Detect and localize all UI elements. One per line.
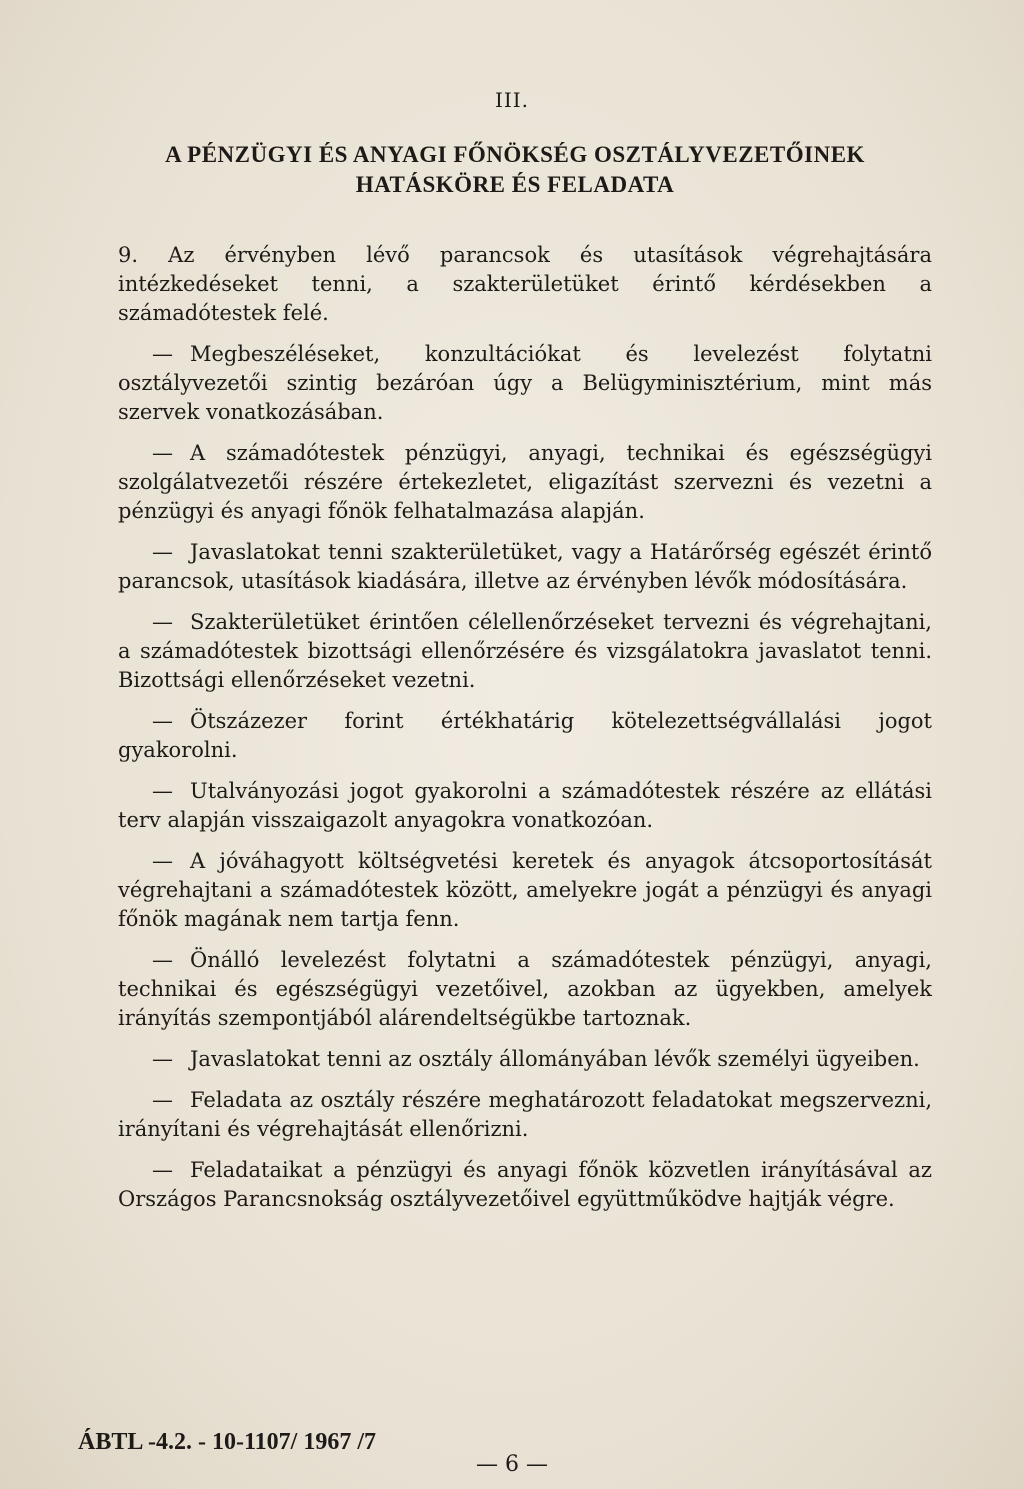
title-line-2: HATÁSKÖRE ÉS FELADATA <box>355 172 675 197</box>
list-item <box>118 946 932 1033</box>
dash-marker: — <box>152 610 173 634</box>
dash-marker: — <box>152 540 173 564</box>
list-item-text: Önálló levelezést folytatni a számadótestek pénzügyi, anyagi, technikai és egészségügyi vezetőivel, azokban az ügyekben, amelyek irányítás szempontjából alárendeltségükbe tartoznak. <box>118 948 932 1030</box>
dash-marker: — <box>152 1047 173 1071</box>
list-item <box>118 847 932 934</box>
paragraph-text: Az érvényben lévő parancsok és utasítások végrehajtására intézkedéseket tenni, a szakterületüket érintő kérdésekben a számadótestek felé. <box>118 243 932 325</box>
list-item-text: Javaslatokat tenni szakterületüket, vagy a Határőrség egészét érintő parancsok, utasítások kiadására, illetve az érvényben lévők módosítására. <box>118 540 932 593</box>
page-number: — 6 — <box>476 1452 548 1477</box>
dash-marker: — <box>152 1088 173 1112</box>
dash-marker: — <box>152 779 173 803</box>
list-item <box>118 1086 932 1144</box>
numbered-paragraph <box>118 241 932 328</box>
list-item <box>118 777 932 835</box>
list-item <box>118 1045 932 1074</box>
list-item <box>118 439 932 526</box>
list-item-text: Feladataikat a pénzügyi és anyagi főnök közvetlen irányításával az Országos Parancsnokság osztályvezetőivel együttműködve hajtják végre. <box>118 1158 932 1211</box>
list-item-text: Szakterületüket érintően célellenőrzéseket tervezni és végrehajtani, a számadótestek bizottsági ellenőrzésére és vizsgálatokra javaslatot tenni. Bizottsági ellenőrzéseket vezetni. <box>118 610 932 692</box>
dash-marker: — <box>152 849 173 873</box>
title-line-1: A PÉNZÜGYI ÉS ANYAGI FŐNÖKSÉG OSZTÁLYVEZETŐINEK <box>165 142 865 167</box>
list-item <box>118 707 932 765</box>
list-item-text: Feladata az osztály részére meghatározott feladatokat megszervezni, irányítani és végrehajtását ellenőrizni. <box>118 1088 932 1141</box>
list-item-text: Megbeszéléseket, konzultációkat és levelezést folytatni osztályvezetői szintig bezáróan úgy a Belügyminisztérium, mint más szervek vonatkozásában. <box>118 342 932 424</box>
dash-marker: — <box>152 948 173 972</box>
list-item-text: A jóváhagyott költségvetési keretek és anyagok átcsoportosítását végrehajtani a számadótestek között, amelyekre jogát a pénzügyi és anyagi főnök magának nem tartja fenn. <box>118 849 932 931</box>
archive-reference-stamp: ÁBTL -4.2. - 10-1107/ 1967 /7 <box>78 1429 377 1455</box>
list-item-text: Javaslatokat tenni az osztály állományában lévők személyi ügyeiben. <box>190 1047 920 1071</box>
list-item-text: A számadótestek pénzügyi, anyagi, technikai és egészségügyi szolgálatvezetői részére értekezletet, eligazítást szervezni és vezetni a pénzügyi és anyagi főnök felhatalmazása alapján. <box>118 441 932 523</box>
dash-marker: — <box>152 342 173 366</box>
list-item <box>118 608 932 695</box>
dash-marker: — <box>152 709 173 733</box>
document-body <box>118 241 932 1226</box>
list-item-text: Ötszázezer forint értékhatárig kötelezettségvállalási jogot gyakorolni. <box>118 709 932 762</box>
list-item <box>118 340 932 427</box>
list-item <box>118 1156 932 1214</box>
dash-marker: — <box>152 1158 173 1182</box>
chapter-number: III. <box>494 88 530 112</box>
list-item-text: Utalványozási jogot gyakorolni a számadótestek részére az ellátási terv alapján visszaigazolt anyagokra vonatkozóan. <box>118 779 932 832</box>
list-item <box>118 538 932 596</box>
document-title <box>90 140 940 200</box>
dash-marker: — <box>152 441 173 465</box>
paragraph-number: 9. <box>118 243 139 267</box>
